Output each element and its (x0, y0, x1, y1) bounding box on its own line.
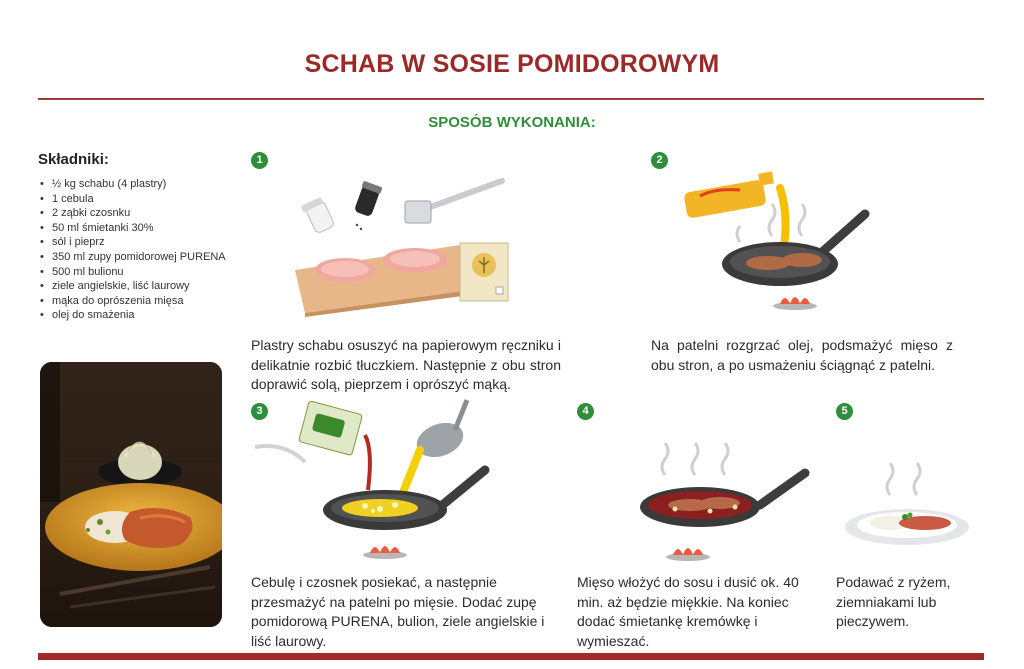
step2-illustration (680, 176, 900, 326)
step-number-badge: 4 (577, 403, 594, 420)
list-item: • 1 cebula (38, 192, 226, 207)
step-number-badge: 5 (836, 403, 853, 420)
list-item: • 2 ząbki czosnku (38, 206, 226, 221)
step5-illustration (845, 455, 975, 555)
list-item: • 50 ml śmietanki 30% (38, 221, 226, 236)
step-number-badge: 3 (251, 403, 268, 420)
list-item: • ½ kg schabu (4 plastry) (38, 177, 226, 192)
step3-illustration (255, 395, 495, 565)
title-divider (38, 98, 984, 100)
step-3-text: Cebulę i czosnek posiekać, a następnie przesmażyć na patelni po mięsie. Dodać zupę pomidorową PURENA, bulion, ziele angielskie i liść laurowy. (251, 574, 545, 649)
list-item: • 500 ml bulionu (38, 265, 226, 280)
list-item: • mąka do oprószenia mięsa (38, 294, 226, 309)
step-number-badge: 1 (251, 152, 268, 169)
step-2-text: Na patelni rozgrzać olej, podsmażyć mięso z obu stron, a po usmażeniu ściągnąć z patelni. (651, 337, 953, 373)
step-5-text: Podawać z ryżem, ziemniakami lub pieczywem. (836, 574, 951, 629)
list-item: • ziele angielskie, liść laurowy (38, 279, 226, 294)
list-item: • sól i pieprz (38, 235, 226, 250)
dish-photo-illustration (40, 362, 222, 627)
page-title: SCHAB W SOSIE POMIDOROWYM (304, 50, 720, 78)
step-number-badge: 2 (651, 152, 668, 169)
dish-photo (40, 362, 222, 627)
list-item: • 350 ml zupy pomidorowej PURENA (38, 250, 226, 265)
step1-illustration (285, 165, 525, 315)
ingredients-list (38, 177, 226, 323)
list-item: • olej do smażenia (38, 308, 226, 323)
step-1-text: Plastry schabu osuszyć na papierowym ręczniku i delikatnie rozbić tłuczkiem. Następnie z obu stron doprawić solą, pieprzem i oprószyć mąką. (251, 337, 561, 392)
step4-illustration (620, 445, 820, 570)
method-heading: SPOSÓB WYKONANIA: (428, 114, 596, 131)
footer-bar (38, 653, 984, 660)
ingredients-heading: Składniki: (38, 151, 109, 168)
step-4-text: Mięso włożyć do sosu i dusić ok. 40 min. aż będzie miękkie. Na koniec dodać śmietankę kremówkę i wymieszać. (577, 574, 799, 649)
